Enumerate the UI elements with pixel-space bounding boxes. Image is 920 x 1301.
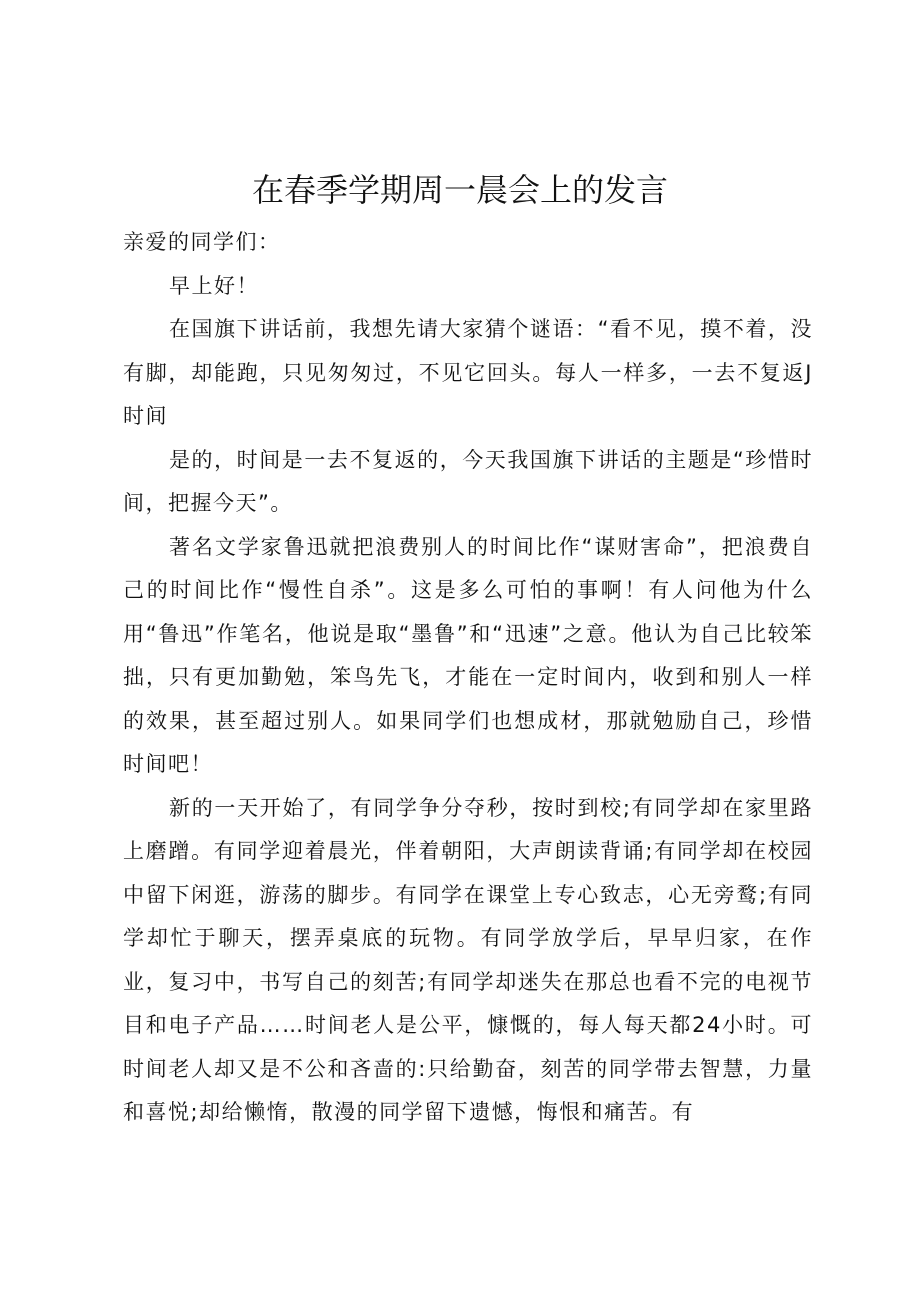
paragraph-new-day: 新的一天开始了，有同学争分夺秒，按时到校;有同学却在家里路上磨蹭。有同学迎着晨光，伴着朝阳，大声朗读背诵;有同学却在校园中留下闲逛，游荡的脚步。有同学在课堂上专心致志，心无旁鹜;有同学却忙于聊天，摆弄桌底的玩物。有同学放学后，早早归家，在作业，复习中，书写自己的刻苦;有同学却迷失在那总也看不完的电视节目和电子产品……时间老人是公平，慷慨的，每人每天都24小时。可时间老人却又是不公和吝啬的:只给勤奋，刻苦的同学带去智慧，力量和喜悦;却给懒惰，散漫的同学留下遗憾，悔恨和痛苦。有 xyxy=(123,795,813,1124)
paragraph-luxun: 著名文学家鲁迅就把浪费别人的时间比作“谋财害命”，把浪费自己的时间比作“慢性自杀”。这是多么可怕的事啊！有人问他为什么用“鲁迅”作笔名，他说是取“墨鲁”和“迅速”之意。他认为自己比较笨拙，只有更加勤勉，笨鸟先飞，才能在一定时间内，收到和别人一样的效果，甚至超过别人。如果同学们也想成材，那就勉励自己，珍惜时间吧！ xyxy=(123,534,813,776)
paragraph-greeting: 早上好！ xyxy=(169,273,259,298)
document-body xyxy=(123,221,813,1135)
salutation: 亲爱的同学们： xyxy=(123,230,281,254)
document-title: 在春季学期周一晨会上的发言 xyxy=(251,171,668,209)
paragraph-theme: 是的，时间是一去不复返的，今天我国旗下讲话的主题是“珍惜时间，把握今天”。 xyxy=(123,447,813,515)
paragraph-riddle: 在国旗下讲话前，我想先请大家猜个谜语：“看不见，摸不着，没有脚，却能跑，只见匆匆过，不见它回头。每人一样多，一去不复返J时间 xyxy=(123,317,813,428)
